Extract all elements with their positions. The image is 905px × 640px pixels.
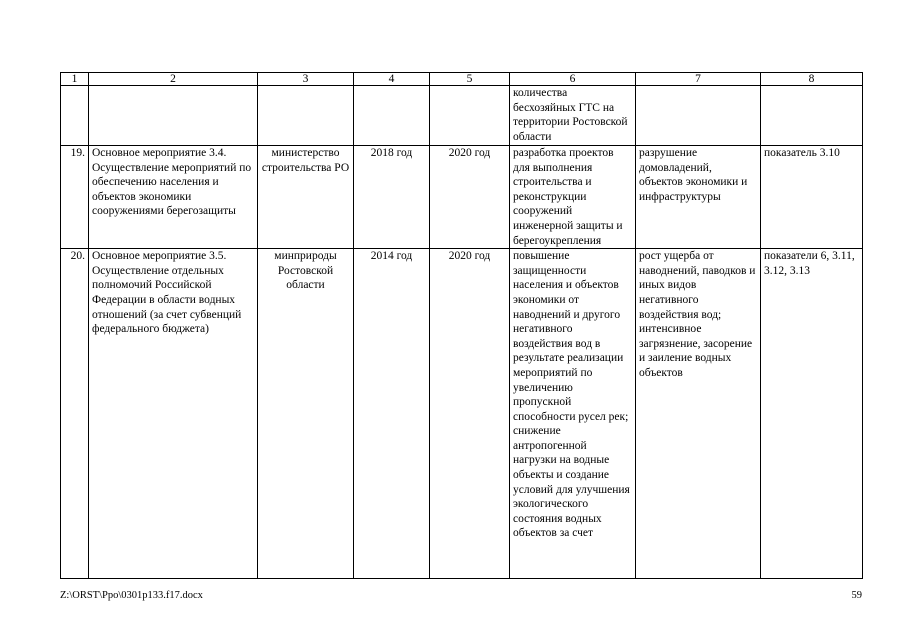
row-number-cell [61, 86, 89, 146]
expected-result-cell: количества бесхозяйных ГТС на территории Ростовской области [510, 86, 636, 146]
executor-cell: министерство строительства РО [258, 146, 354, 249]
start-year-cell: 2018 год [354, 146, 430, 249]
program-measures-table [60, 72, 863, 579]
consequence-cell [636, 86, 761, 146]
indicator-cell: показатель 3.10 [761, 146, 863, 249]
expected-result-cell: повышение защищенности населения и объектов экономики от наводнений и другого негативного воздействия вод в результате реализации мероприятий по увеличению пропускной способности русел рек; снижение антропогенной нагрузки на водные объекты и создание условий для улучшения экологического состояния водных объектов за счет [510, 249, 636, 579]
consequence-cell: рост ущерба от наводнений, паводков и иных видов негативного воздействия вод; интенсивное загрязнение, засорение и заиление водных объектов [636, 249, 761, 579]
indicator-cell [761, 86, 863, 146]
start-year-cell [354, 86, 430, 146]
start-year-cell: 2014 год [354, 249, 430, 579]
table-row [61, 86, 863, 146]
expected-result-cell: разработка проектов для выполнения строительства и реконструкции сооружений инженерной защиты и берегоукрепления [510, 146, 636, 249]
measure-name-cell [89, 86, 258, 146]
table-row [61, 249, 863, 579]
end-year-cell: 2020 год [430, 146, 510, 249]
table-header-row [61, 73, 863, 86]
indicator-cell: показатели 6, 3.11, 3.12, 3.13 [761, 249, 863, 579]
header-cell: 8 [761, 73, 863, 86]
footer-file-path: Z:\ORST\Ppo\0301p133.f17.docx [60, 590, 203, 601]
header-cell: 7 [636, 73, 761, 86]
executor-cell [258, 86, 354, 146]
header-cell: 1 [61, 73, 89, 86]
header-cell: 6 [510, 73, 636, 86]
header-cell: 5 [430, 73, 510, 86]
header-cell: 3 [258, 73, 354, 86]
row-number-cell: 20. [61, 249, 89, 579]
consequence-cell: разрушение домовладений, объектов экономики и инфраструктуры [636, 146, 761, 249]
measure-name-cell: Основное мероприятие 3.5. Осуществление отдельных полномочий Российской Федерации в области водных отношений (за счет субвенций федерального бюджета) [89, 249, 258, 579]
table-row [61, 146, 863, 249]
row-number-cell: 19. [61, 146, 89, 249]
measure-name-cell: Основное мероприятие 3.4. Осуществление мероприятий по обеспечению населения и объектов экономики сооружениями берегозащиты [89, 146, 258, 249]
header-cell: 2 [89, 73, 258, 86]
footer-page-number: 59 [851, 590, 862, 601]
executor-cell: минприроды Ростовской области [258, 249, 354, 579]
end-year-cell [430, 86, 510, 146]
end-year-cell: 2020 год [430, 249, 510, 579]
header-cell: 4 [354, 73, 430, 86]
